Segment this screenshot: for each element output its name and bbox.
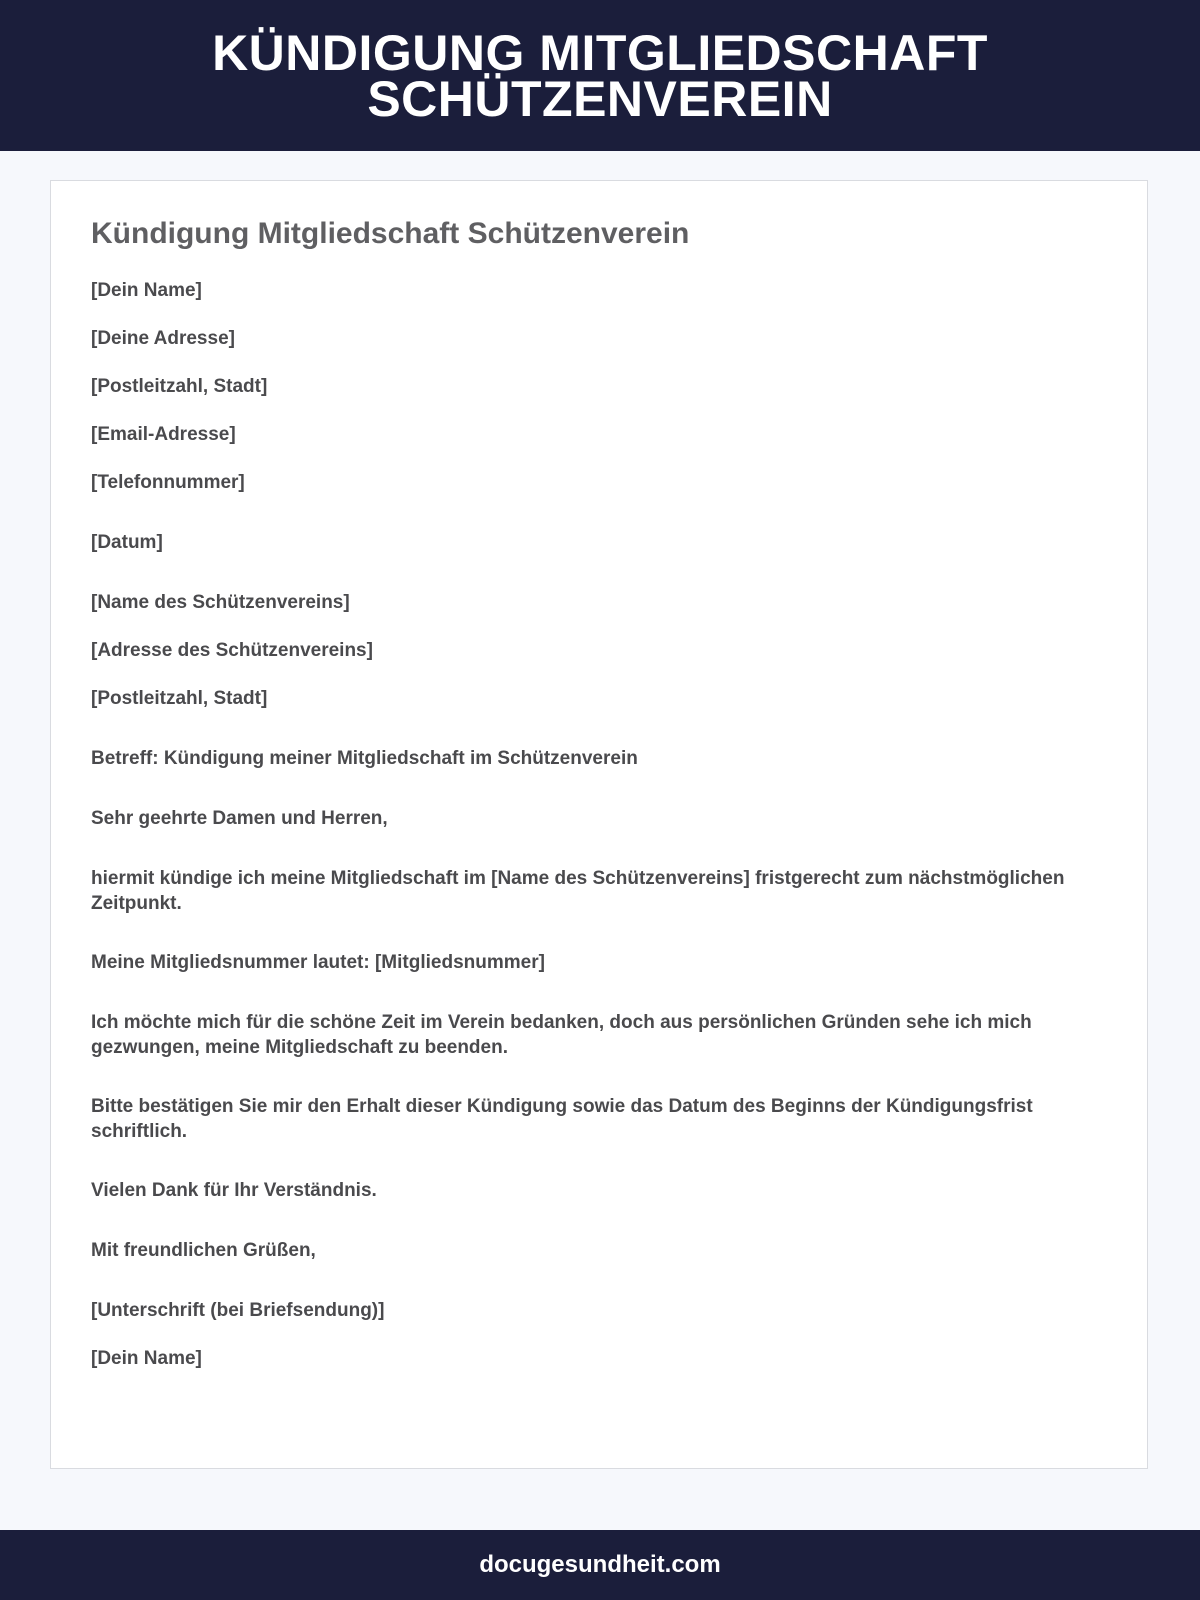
recipient-address: [Adresse des Schützenvereins] bbox=[91, 640, 373, 661]
page-title-line1: KÜNDIGUNG MITGLIEDSCHAFT bbox=[212, 24, 988, 81]
paragraph-thanks: Ich möchte mich für die schöne Zeit im Verein bedanken, doch aus persönlichen Gründen sehe ich mich gezwungen, meine Mitgliedschaft zu beenden. bbox=[91, 1012, 1032, 1058]
sender-email: [Email-Adresse] bbox=[91, 424, 236, 445]
letter-subject: Betreff: Kündigung meiner Mitgliedschaft im Schützenverein bbox=[91, 748, 638, 769]
sender-city: [Postleitzahl, Stadt] bbox=[91, 376, 268, 397]
sender-address: [Deine Adresse] bbox=[91, 328, 235, 349]
signature-placeholder: [Unterschrift (bei Briefsendung)] bbox=[91, 1300, 385, 1321]
sender-phone: [Telefonnummer] bbox=[91, 472, 245, 493]
paragraph-confirmation: Bitte bestätigen Sie mir den Erhalt dieser Kündigung sowie das Datum des Beginns der Kündigungsfrist schriftlich. bbox=[91, 1096, 1033, 1142]
paragraph-understanding: Vielen Dank für Ihr Verständnis. bbox=[91, 1180, 377, 1201]
recipient-name: [Name des Schützenvereins] bbox=[91, 592, 350, 613]
signature-name: [Dein Name] bbox=[91, 1348, 202, 1369]
letter-card bbox=[50, 180, 1148, 1469]
paragraph-member-number: Meine Mitgliedsnummer lautet: [Mitgliedsnummer] bbox=[91, 952, 545, 973]
page-title bbox=[212, 24, 988, 127]
letter-date: [Datum] bbox=[91, 532, 163, 553]
recipient-city: [Postleitzahl, Stadt] bbox=[91, 688, 268, 709]
paragraph-termination: hiermit kündige ich meine Mitgliedschaft im [Name des Schützenvereins] fristgerecht zum nächstmöglichen Zeitpunkt. bbox=[91, 868, 1065, 914]
document-title: Kündigung Mitgliedschaft Schützenverein bbox=[91, 217, 690, 250]
footer-site-name: docugesundheit.com bbox=[479, 1551, 721, 1578]
letter-closing: Mit freundlichen Grüßen, bbox=[91, 1240, 316, 1261]
page-footer bbox=[0, 1530, 1200, 1600]
letter-salutation: Sehr geehrte Damen und Herren, bbox=[91, 808, 388, 829]
page-title-line2: SCHÜTZENVEREIN bbox=[367, 70, 833, 127]
page-header bbox=[0, 0, 1200, 151]
sender-name: [Dein Name] bbox=[91, 280, 202, 301]
